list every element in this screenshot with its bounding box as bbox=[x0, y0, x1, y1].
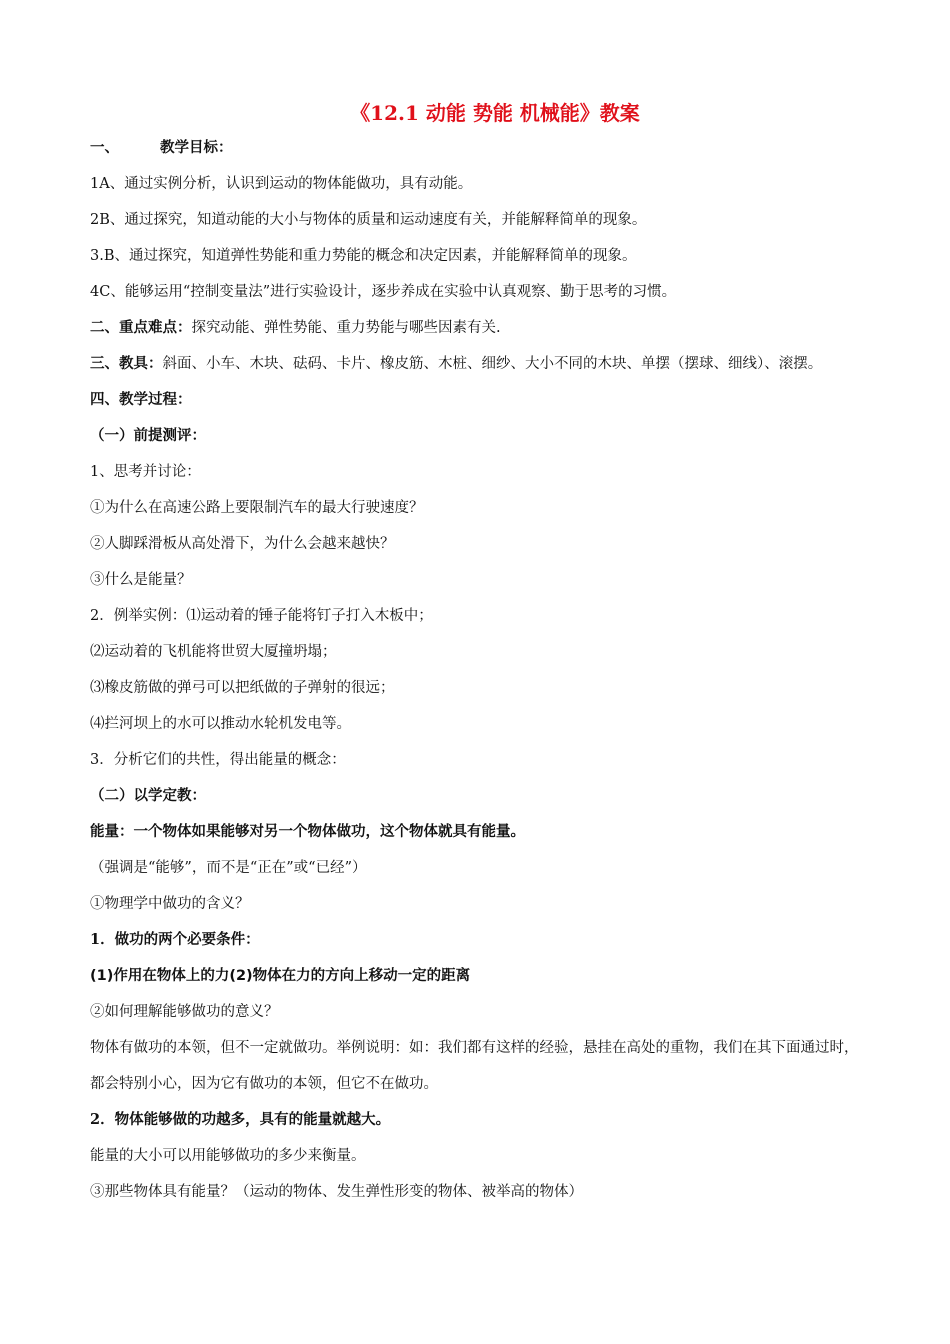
goal-item: 4C、能够运用“控制变量法”进行实验设计，逐步养成在实验中认真观察、勤于思考的习惯。 bbox=[90, 284, 677, 300]
section-number: 一、 bbox=[90, 139, 119, 156]
goal-item: 1A、通过实例分析，认识到运动的物体能做功，具有动能。 bbox=[90, 176, 473, 192]
condition-heading: 1．做功的两个必要条件： bbox=[90, 931, 260, 948]
example-item: 3．分析它们的共性，得出能量的概念： bbox=[90, 752, 346, 768]
question-item: ②人脚踩滑板从高处滑下，为什么会越来越快？ bbox=[90, 536, 395, 552]
question-item: ③那些物体具有能量？（运动的物体、发生弹性形变的物体、被举高的物体） bbox=[90, 1184, 583, 1200]
section-heading-objectives bbox=[90, 130, 870, 166]
section-text: 探究动能、弹性势能、重力势能与哪些因素有关. bbox=[191, 320, 501, 336]
section-key-points bbox=[90, 310, 870, 346]
condition-text: (1)作用在物体上的力(2)物体在力的方向上移动一定的距离 bbox=[90, 968, 471, 984]
question-item: ①物理学中做功的含义？ bbox=[90, 896, 250, 912]
example-item: ⑵运动着的飞机能将世贸大厦撞坍塌； bbox=[90, 644, 337, 660]
section-label: 教学目标： bbox=[160, 139, 233, 156]
example-item: ⑷拦河坝上的水可以推动水轮机发电等。 bbox=[90, 716, 351, 732]
section-teaching-aids bbox=[90, 346, 870, 382]
example-item: ⑶橡皮筋做的弹弓可以把纸做的子弹射的很远； bbox=[90, 680, 395, 696]
section-teaching-process: 四、教学过程： bbox=[90, 391, 192, 408]
goal-item: 3.B、通过探究，知道弹性势能和重力势能的概念和决定因素，并能解释简单的现象。 bbox=[90, 248, 637, 264]
section-label: 三、教具： bbox=[90, 355, 163, 372]
goal-item: 2B、通过探究，知道动能的大小与物体的质量和运动速度有关，并能解释简单的现象。 bbox=[90, 212, 647, 228]
example-item: 2．例举实例：⑴运动着的锤子能将钉子打入木板中； bbox=[90, 608, 433, 624]
question-item: ③什么是能量？ bbox=[90, 572, 192, 588]
question-heading: 1、思考并讨论： bbox=[90, 464, 201, 480]
energy-definition: 能量：一个物体如果能够对另一个物体做功，这个物体就具有能量。 bbox=[90, 823, 525, 840]
section-text: 斜面、小车、木块、砝码、卡片、橡皮筋、木桩、细纱、大小不同的木块、单摆（摆球、细线）、滚摆。 bbox=[162, 356, 823, 372]
measure-text: 能量的大小可以用能够做功的多少来衡量。 bbox=[90, 1148, 366, 1164]
section-label: 二、重点难点： bbox=[90, 319, 192, 336]
emphasis-note: （强调是“能够”，而不是“正在”或“已经”） bbox=[90, 860, 367, 876]
explanation-paragraph: 物体有做功的本领，但不一定就做功。举例说明：如：我们都有这样的经验，悬挂在高处的重物，我们在其下面通过时，都会特别小心，因为它有做功的本领，但它不在做功。 bbox=[90, 1040, 859, 1092]
document-title: 《12.1 动能 势能 机械能》教案 bbox=[350, 101, 640, 125]
subsection-heading: （一）前提测评： bbox=[90, 427, 206, 444]
document-page bbox=[90, 96, 870, 1210]
question-item: ①为什么在高速公路上要限制汽车的最大行驶速度？ bbox=[90, 500, 424, 516]
point-heading: 2．物体能够做的功越多，具有的能量就越大。 bbox=[90, 1111, 391, 1128]
subsection-heading: （二）以学定教： bbox=[90, 787, 206, 804]
question-item: ②如何理解能够做功的意义？ bbox=[90, 1004, 279, 1020]
